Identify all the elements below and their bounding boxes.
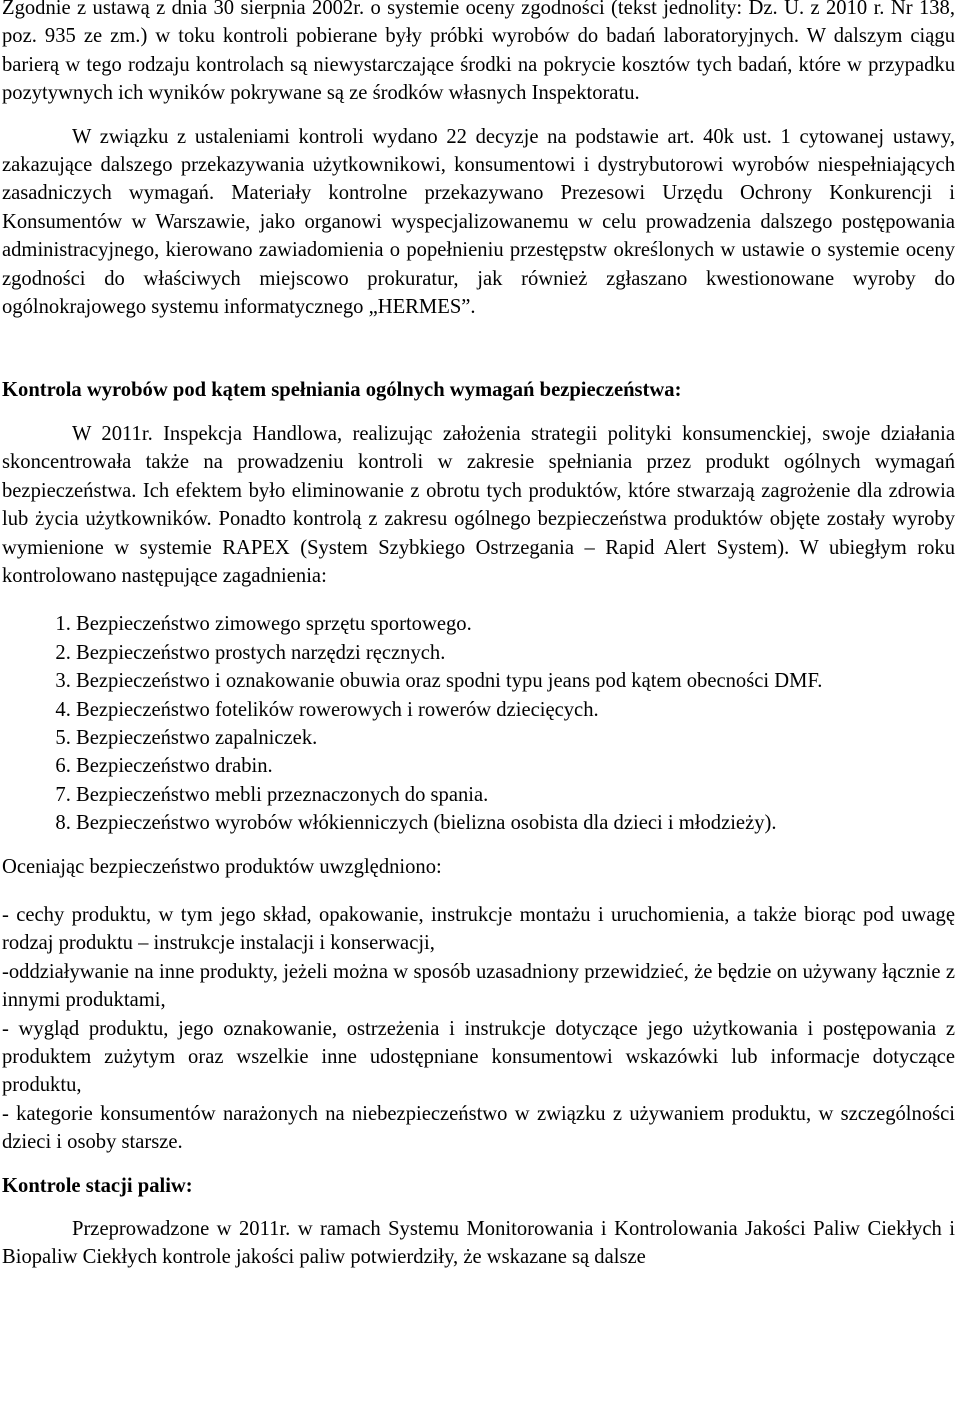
fuel-section-body: Przeprowadzone w 2011r. w ramach Systemu Monitorowania i Kontrolowania Jakości Paliw Ciekłych i Biopaliw Ciekłych kontrole jakości paliw potwierdziły, że wskazane są dalsze: [2, 1218, 955, 1269]
list-item: 7. Bezpieczeństwo mebli przeznaczonych do spania.: [76, 781, 955, 809]
list-item: 5. Bezpieczeństwo zapalniczek.: [76, 724, 955, 752]
criteria-item: - kategorie konsumentów narażonych na niebezpieczeństwo w związku z używaniem produktu, w szczególności dzieci i osoby starsze.: [2, 1102, 955, 1154]
criteria-item: -oddziaływanie na inne produkty, jeżeli można w sposób uzasadniony przewidzieć, że będzie on używany łącznie z innymi produktami,: [2, 960, 955, 1012]
list-item: 8. Bezpieczeństwo wyrobów włókienniczych (bielizna osobista dla dzieci i młodzieży).: [76, 809, 955, 837]
document-page: [2, 0, 955, 1272]
list-item: 6. Bezpieczeństwo drabin.: [76, 752, 955, 780]
criteria-item: - cechy produktu, w tym jego skład, opakowanie, instrukcje montażu i uruchomienia, a także biorąc pod uwagę rodzaj produktu – instrukcje instalacji i konserwacji,: [2, 903, 955, 955]
list-item: 4. Bezpieczeństwo fotelików rowerowych i rowerów dziecięcych.: [76, 696, 955, 724]
safety-section-body: W 2011r. Inspekcja Handlowa, realizując założenia strategii polityki konsumenckiej, swoje działania skoncentrowała także na prowadzeniu kontroli w zakresie spełniania przez produkt ogólnych wymagań bezpieczeństwa. Ich efektem było eliminowanie z obrotu tych produktów, które stwarzają zagrożenie dla zdrowia lub życia użytkowników. Ponadto kontrolą z zakresu ogólnego bezpieczeństwa produktów objęte zostały wyroby wymienione w systemie RAPEX (System Szybkiego Ostrzegania – Rapid Alert System). W ubiegłym roku kontrolowano następujące zagadnienia:: [2, 422, 955, 587]
list-item: 1. Bezpieczeństwo zimowego sprzętu sportowego.: [76, 610, 955, 638]
criteria-item: - wygląd produktu, jego oznakowanie, ostrzeżenia i instrukcje dotyczące jego użytkowania i postępowania z produktem zużytym oraz wszelkie inne udostępniane konsumentowi wskazówki lub informacje dotyczące produktu,: [2, 1017, 955, 1097]
fuel-section-heading: Kontrole stacji paliw:: [2, 1174, 193, 1197]
decisions-paragraph: W związku z ustaleniami kontroli wydano 22 decyzje na podstawie art. 40k ust. 1 cytowanej ustawy, zakazujące dalszego przekazywania użytkownikowi, konsumentowi i dystrybutorowi wyrobów niespełniających zasadniczych wymagań. Materiały kontrolne przekazywano Prezesowi Urzędu Ochrony Konkurencji i Konsumentów w Warszawie, jako organowi wyspecjalizowanemu w celu prowadzenia dalszego postępowania administracyjnego, kierowano zawiadomienia o popełnieniu przestępstw określonych w ustawie o systemie oceny zgodności do właściwych miejscowo prokuratur, jak również zgłaszano kwestionowane wyroby do ogólnokrajowego systemu informatycznego „HERMES”.: [2, 125, 955, 319]
safety-section-heading: Kontrola wyrobów pod kątem spełniania ogólnych wymagań bezpieczeństwa:: [2, 379, 682, 402]
criteria-intro: Oceniając bezpieczeństwo produktów uwzględniono:: [2, 855, 442, 878]
intro-paragraph: Zgodnie z ustawą z dnia 30 sierpnia 2002r. o systemie oceny zgodności (tekst jednolity: Dz. U. z 2010 r. Nr 138, poz. 935 ze zm.) w toku kontroli pobierane były próbki wyrobów do badań laboratoryjnych. W dalszym ciągu barierą w tego rodzaju kontrolach są niewystarczające środki na pokrycie kosztów tych badań, które w przypadku pozytywnych ich wyników pokrywane są ze środków własnych Inspektoratu.: [2, 0, 955, 105]
issues-list: [2, 610, 955, 837]
list-item: 3. Bezpieczeństwo i oznakowanie obuwia oraz spodni typu jeans pod kątem obecności DMF.: [76, 667, 955, 695]
list-item: 2. Bezpieczeństwo prostych narzędzi ręcznych.: [76, 639, 955, 667]
